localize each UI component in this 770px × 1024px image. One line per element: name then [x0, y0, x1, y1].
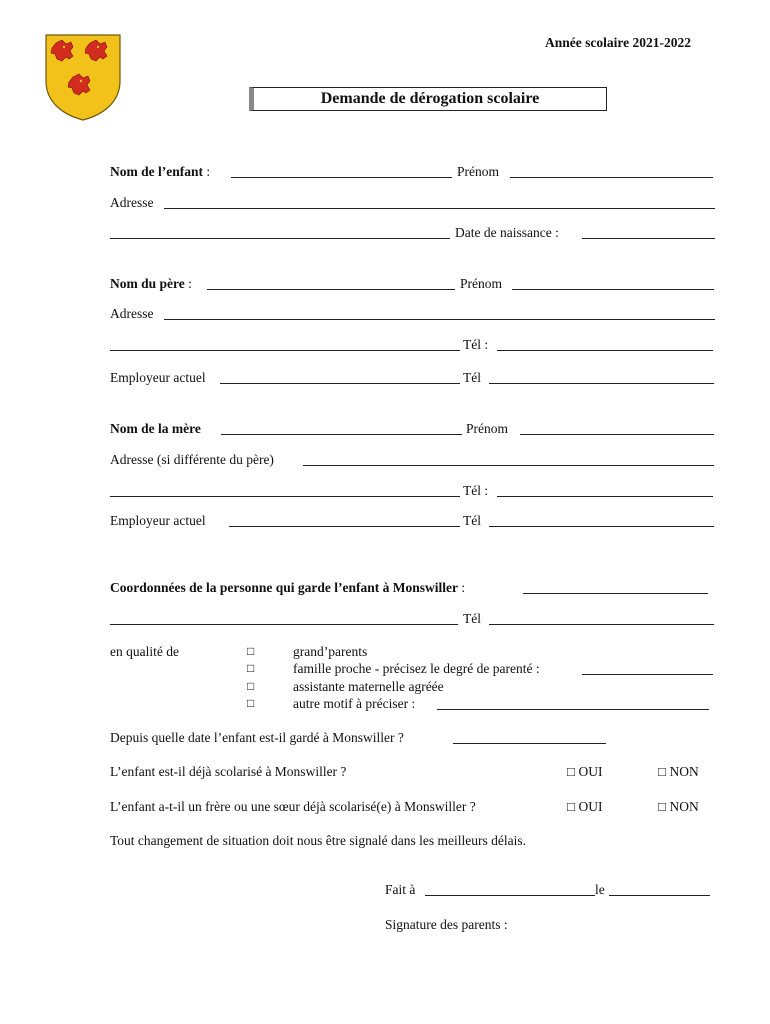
sibling-enrolled-question: L’enfant a-t-il un frère ou une sœur déjà scolarisé(e) à Monswiller ?: [110, 799, 476, 814]
guardian-name-field[interactable]: [523, 593, 708, 594]
close-family-degree-field[interactable]: [582, 674, 713, 675]
father-firstname-label: Prénom: [460, 276, 502, 291]
guardian-address-field[interactable]: [110, 624, 458, 625]
checkbox-other-reason[interactable]: □: [247, 696, 255, 710]
father-firstname-field[interactable]: [512, 289, 714, 290]
father-name-label: Nom du père: [110, 276, 185, 291]
father-employer-phone-label: Tél: [463, 370, 481, 385]
father-name-colon: :: [184, 276, 192, 291]
mother-employer-phone-field[interactable]: [489, 526, 714, 527]
mother-firstname-field[interactable]: [520, 434, 714, 435]
guardian-label: Coordonnées de la personne qui garde l’enfant à Monswiller: [110, 580, 459, 595]
sibling-enrolled-no-checkbox[interactable]: □ NON: [658, 799, 699, 814]
mother-phone-label: Tél :: [463, 483, 489, 498]
option-childminder: assistante maternelle agréée: [293, 679, 444, 694]
checkbox-childminder[interactable]: □: [247, 679, 255, 693]
father-address-field[interactable]: [164, 319, 715, 320]
child-birthdate-field[interactable]: [582, 238, 715, 239]
guardian-capacity-label: en qualité de: [110, 644, 179, 659]
father-address-field-2[interactable]: [110, 350, 460, 351]
father-phone-label: Tél :: [463, 337, 489, 352]
already-enrolled-question: L’enfant est-il déjà scolarisé à Monswiller ?: [110, 764, 347, 779]
option-close-family: famille proche - précisez le degré de parenté :: [293, 661, 540, 676]
school-year: Année scolaire 2021-2022: [545, 35, 691, 50]
other-reason-field[interactable]: [437, 709, 709, 710]
guardian-phone-label: Tél: [463, 611, 481, 626]
father-employer-phone-field[interactable]: [489, 383, 714, 384]
guardian-phone-field[interactable]: [489, 624, 714, 625]
mother-employer-label: Employeur actuel: [110, 513, 206, 528]
father-name-label-row: [110, 276, 192, 292]
child-name-field[interactable]: [231, 177, 452, 178]
option-other-reason: autre motif à préciser :: [293, 696, 416, 711]
place-label: Fait à: [385, 882, 416, 897]
mother-employer-field[interactable]: [229, 526, 460, 527]
guardian-colon: :: [458, 580, 466, 595]
mother-name-label: Nom de la mère: [110, 421, 201, 436]
place-field[interactable]: [425, 895, 595, 896]
child-name-label: Nom de l’enfant: [110, 164, 203, 179]
notice-text: Tout changement de situation doit nous être signalé dans les meilleurs délais.: [110, 833, 526, 848]
mother-address-label: Adresse (si différente du père): [110, 452, 274, 467]
option-grandparents: grand’parents: [293, 644, 368, 659]
father-phone-field[interactable]: [497, 350, 713, 351]
child-address-field-2[interactable]: [110, 238, 450, 239]
child-firstname-label: Prénom: [457, 164, 499, 179]
child-name-colon: :: [203, 164, 211, 179]
child-name-label-row: [110, 164, 210, 180]
signature-label: Signature des parents :: [385, 917, 508, 932]
guardian-label-row: [110, 580, 465, 596]
since-date-question: Depuis quelle date l’enfant est-il gardé à Monswiller ?: [110, 730, 404, 745]
date-field[interactable]: [609, 895, 710, 896]
child-firstname-field[interactable]: [510, 177, 713, 178]
since-date-field[interactable]: [453, 743, 606, 744]
already-enrolled-no-checkbox[interactable]: □ NON: [658, 764, 699, 779]
child-birthdate-label: Date de naissance :: [455, 225, 559, 240]
mother-employer-phone-label: Tél: [463, 513, 481, 528]
coat-of-arms-logo: [44, 33, 122, 121]
father-employer-field[interactable]: [220, 383, 460, 384]
checkbox-grandparents[interactable]: □: [247, 644, 255, 658]
already-enrolled-yes-checkbox[interactable]: □ OUI: [567, 764, 603, 779]
father-address-label: Adresse: [110, 306, 154, 321]
father-employer-label: Employeur actuel: [110, 370, 206, 385]
child-address-field[interactable]: [164, 208, 715, 209]
date-label: le: [595, 882, 605, 897]
checkbox-close-family[interactable]: □: [247, 661, 255, 675]
page-title: Demande de dérogation scolaire: [249, 87, 607, 111]
father-name-field[interactable]: [207, 289, 455, 290]
mother-firstname-label: Prénom: [466, 421, 508, 436]
mother-address-field-2[interactable]: [110, 496, 460, 497]
sibling-enrolled-yes-checkbox[interactable]: □ OUI: [567, 799, 603, 814]
child-address-label: Adresse: [110, 195, 154, 210]
mother-name-field[interactable]: [221, 434, 462, 435]
mother-phone-field[interactable]: [497, 496, 713, 497]
mother-address-field[interactable]: [303, 465, 714, 466]
